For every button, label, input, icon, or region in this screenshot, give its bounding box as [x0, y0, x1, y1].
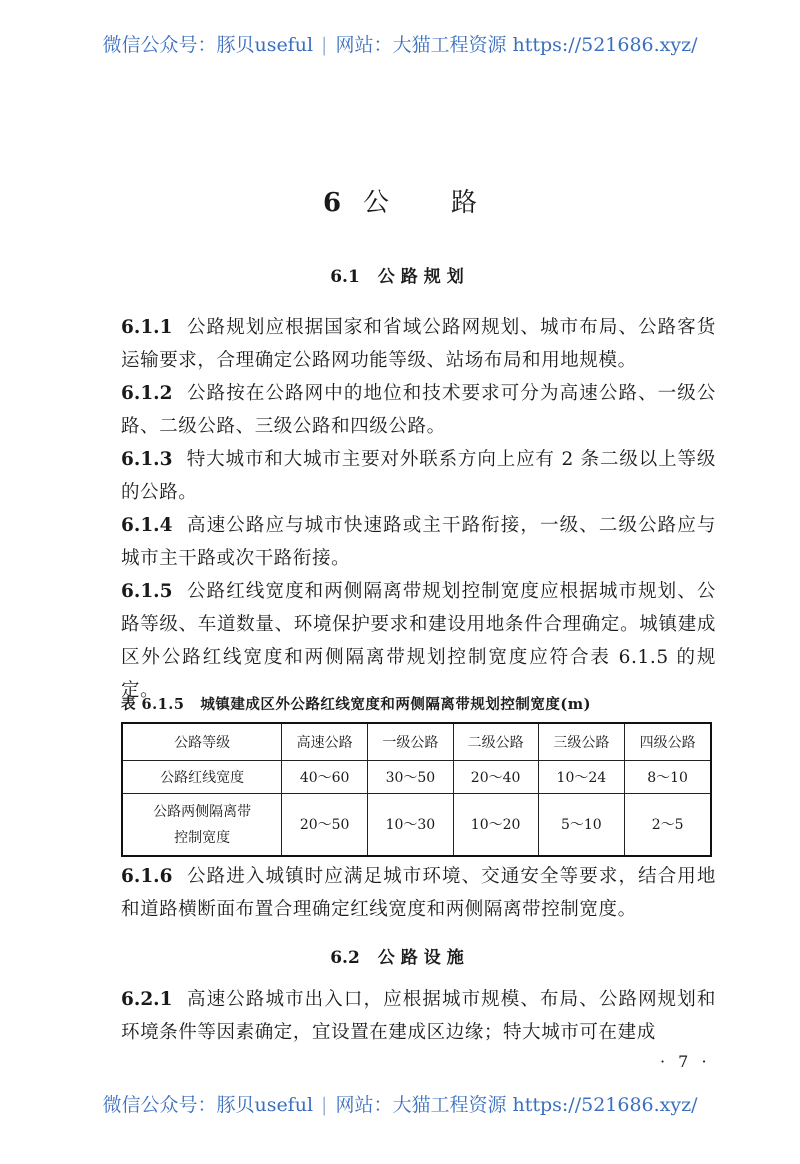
- clause-6-1-6: [121, 860, 716, 926]
- clause-number: 6.1.6: [121, 866, 173, 887]
- clause-number: 6.1.4: [121, 515, 173, 536]
- table-cell: 10～24: [538, 761, 625, 794]
- table-row-label: 公路红线宽度: [122, 761, 282, 794]
- watermark-bottom: [0, 1090, 800, 1117]
- table-header-cell: 四级公路: [625, 723, 711, 761]
- clause-number: 6.1.1: [121, 317, 173, 338]
- table-header-row: [122, 723, 711, 761]
- watermark-site: 网站：大猫工程资源 https://521686.xyz/: [335, 34, 698, 56]
- table-row: [122, 794, 711, 857]
- section-number: 6.1: [330, 267, 360, 287]
- clause-text: 公路进入城镇时应满足城市环境、交通安全等要求，结合用地和道路横断面布置合理确定红线宽度和两侧隔离带控制宽度。: [121, 866, 716, 920]
- table-row: [122, 761, 711, 794]
- table-caption-text: 城镇建成区外公路红线宽度和两侧隔离带规划控制宽度(m): [200, 696, 591, 713]
- table-cell: 30～50: [368, 761, 454, 794]
- table-header-cell: 二级公路: [453, 723, 538, 761]
- clause-text: 特大城市和大城市主要对外联系方向上应有 2 条二级以上等级的公路。: [121, 449, 716, 503]
- clause-text: 高速公路应与城市快速路或主干路衔接，一级、二级公路应与城市主干路或次干路衔接。: [121, 515, 716, 569]
- clause-6-1-2: [121, 377, 716, 443]
- table-header-cell: 高速公路: [282, 723, 368, 761]
- table-cell: 10～20: [453, 794, 538, 857]
- watermark-separator: |: [321, 1094, 328, 1116]
- clause-text: 公路按在公路网中的地位和技术要求可分为高速公路、一级公路、二级公路、三级公路和四级公路。: [121, 383, 716, 437]
- table-header-cell: 公路等级: [122, 723, 282, 761]
- chapter-title-char-1: 公: [363, 188, 390, 218]
- table-row-label: [122, 794, 282, 857]
- section-heading: 公路设施: [377, 948, 470, 968]
- section-heading: 公路规划: [377, 267, 470, 287]
- table-header-cell: 三级公路: [538, 723, 625, 761]
- watermark-top: [0, 30, 800, 57]
- section-title-6-1: [0, 262, 800, 287]
- chapter-number: 6: [322, 188, 342, 218]
- section-title-6-2: [0, 943, 800, 968]
- table-cell: 20～40: [453, 761, 538, 794]
- table-row-label-line: 公路两侧隔离带: [153, 803, 252, 820]
- chapter-title: [0, 182, 800, 219]
- table-number: 表 6.1.5: [121, 696, 185, 713]
- chapter-title-char-2: 路: [451, 188, 478, 218]
- table-cell: 2～5: [625, 794, 711, 857]
- watermark-wechat: 微信公众号：豚贝useful: [102, 34, 314, 56]
- road-width-table: [121, 722, 712, 857]
- clause-6-1-5: [121, 575, 716, 707]
- table-cell: 8～10: [625, 761, 711, 794]
- clause-number: 6.1.2: [121, 383, 173, 404]
- table-cell: 5～10: [538, 794, 625, 857]
- watermark-separator: |: [321, 34, 328, 56]
- watermark-site: 网站：大猫工程资源 https://521686.xyz/: [335, 1094, 698, 1116]
- clause-6-1-1: [121, 311, 716, 377]
- clause-text: 公路规划应根据国家和省域公路网规划、城市布局、公路客货运输要求，合理确定公路网功能等级、站场布局和用地规模。: [121, 317, 716, 371]
- table-cell: 10～30: [368, 794, 454, 857]
- clause-number: 6.2.1: [121, 989, 173, 1010]
- clause-text: 公路红线宽度和两侧隔离带规划控制宽度应根据城市规划、公路等级、车道数量、环境保护要求和建设用地条件合理确定。城镇建成区外公路红线宽度和两侧隔离带规划控制宽度应符合表 6.1.5 的规定。: [121, 581, 716, 701]
- table-caption: [121, 693, 716, 714]
- section-number: 6.2: [330, 948, 360, 968]
- table-row-label-line: 控制宽度: [174, 829, 231, 846]
- page-number: · 7 ·: [660, 1052, 711, 1071]
- clause-number: 6.1.5: [121, 581, 173, 602]
- table-cell: 20～50: [282, 794, 368, 857]
- table-cell: 40～60: [282, 761, 368, 794]
- watermark-wechat: 微信公众号：豚贝useful: [102, 1094, 314, 1116]
- clause-number: 6.1.3: [121, 449, 173, 470]
- clause-6-2-1: [121, 983, 716, 1049]
- clause-text: 高速公路城市出入口，应根据城市规模、布局、公路网规划和环境条件等因素确定，宜设置在建成区边缘；特大城市可在建成: [121, 989, 716, 1043]
- clause-6-1-4: [121, 509, 716, 575]
- clause-6-1-3: [121, 443, 716, 509]
- table-header-cell: 一级公路: [368, 723, 454, 761]
